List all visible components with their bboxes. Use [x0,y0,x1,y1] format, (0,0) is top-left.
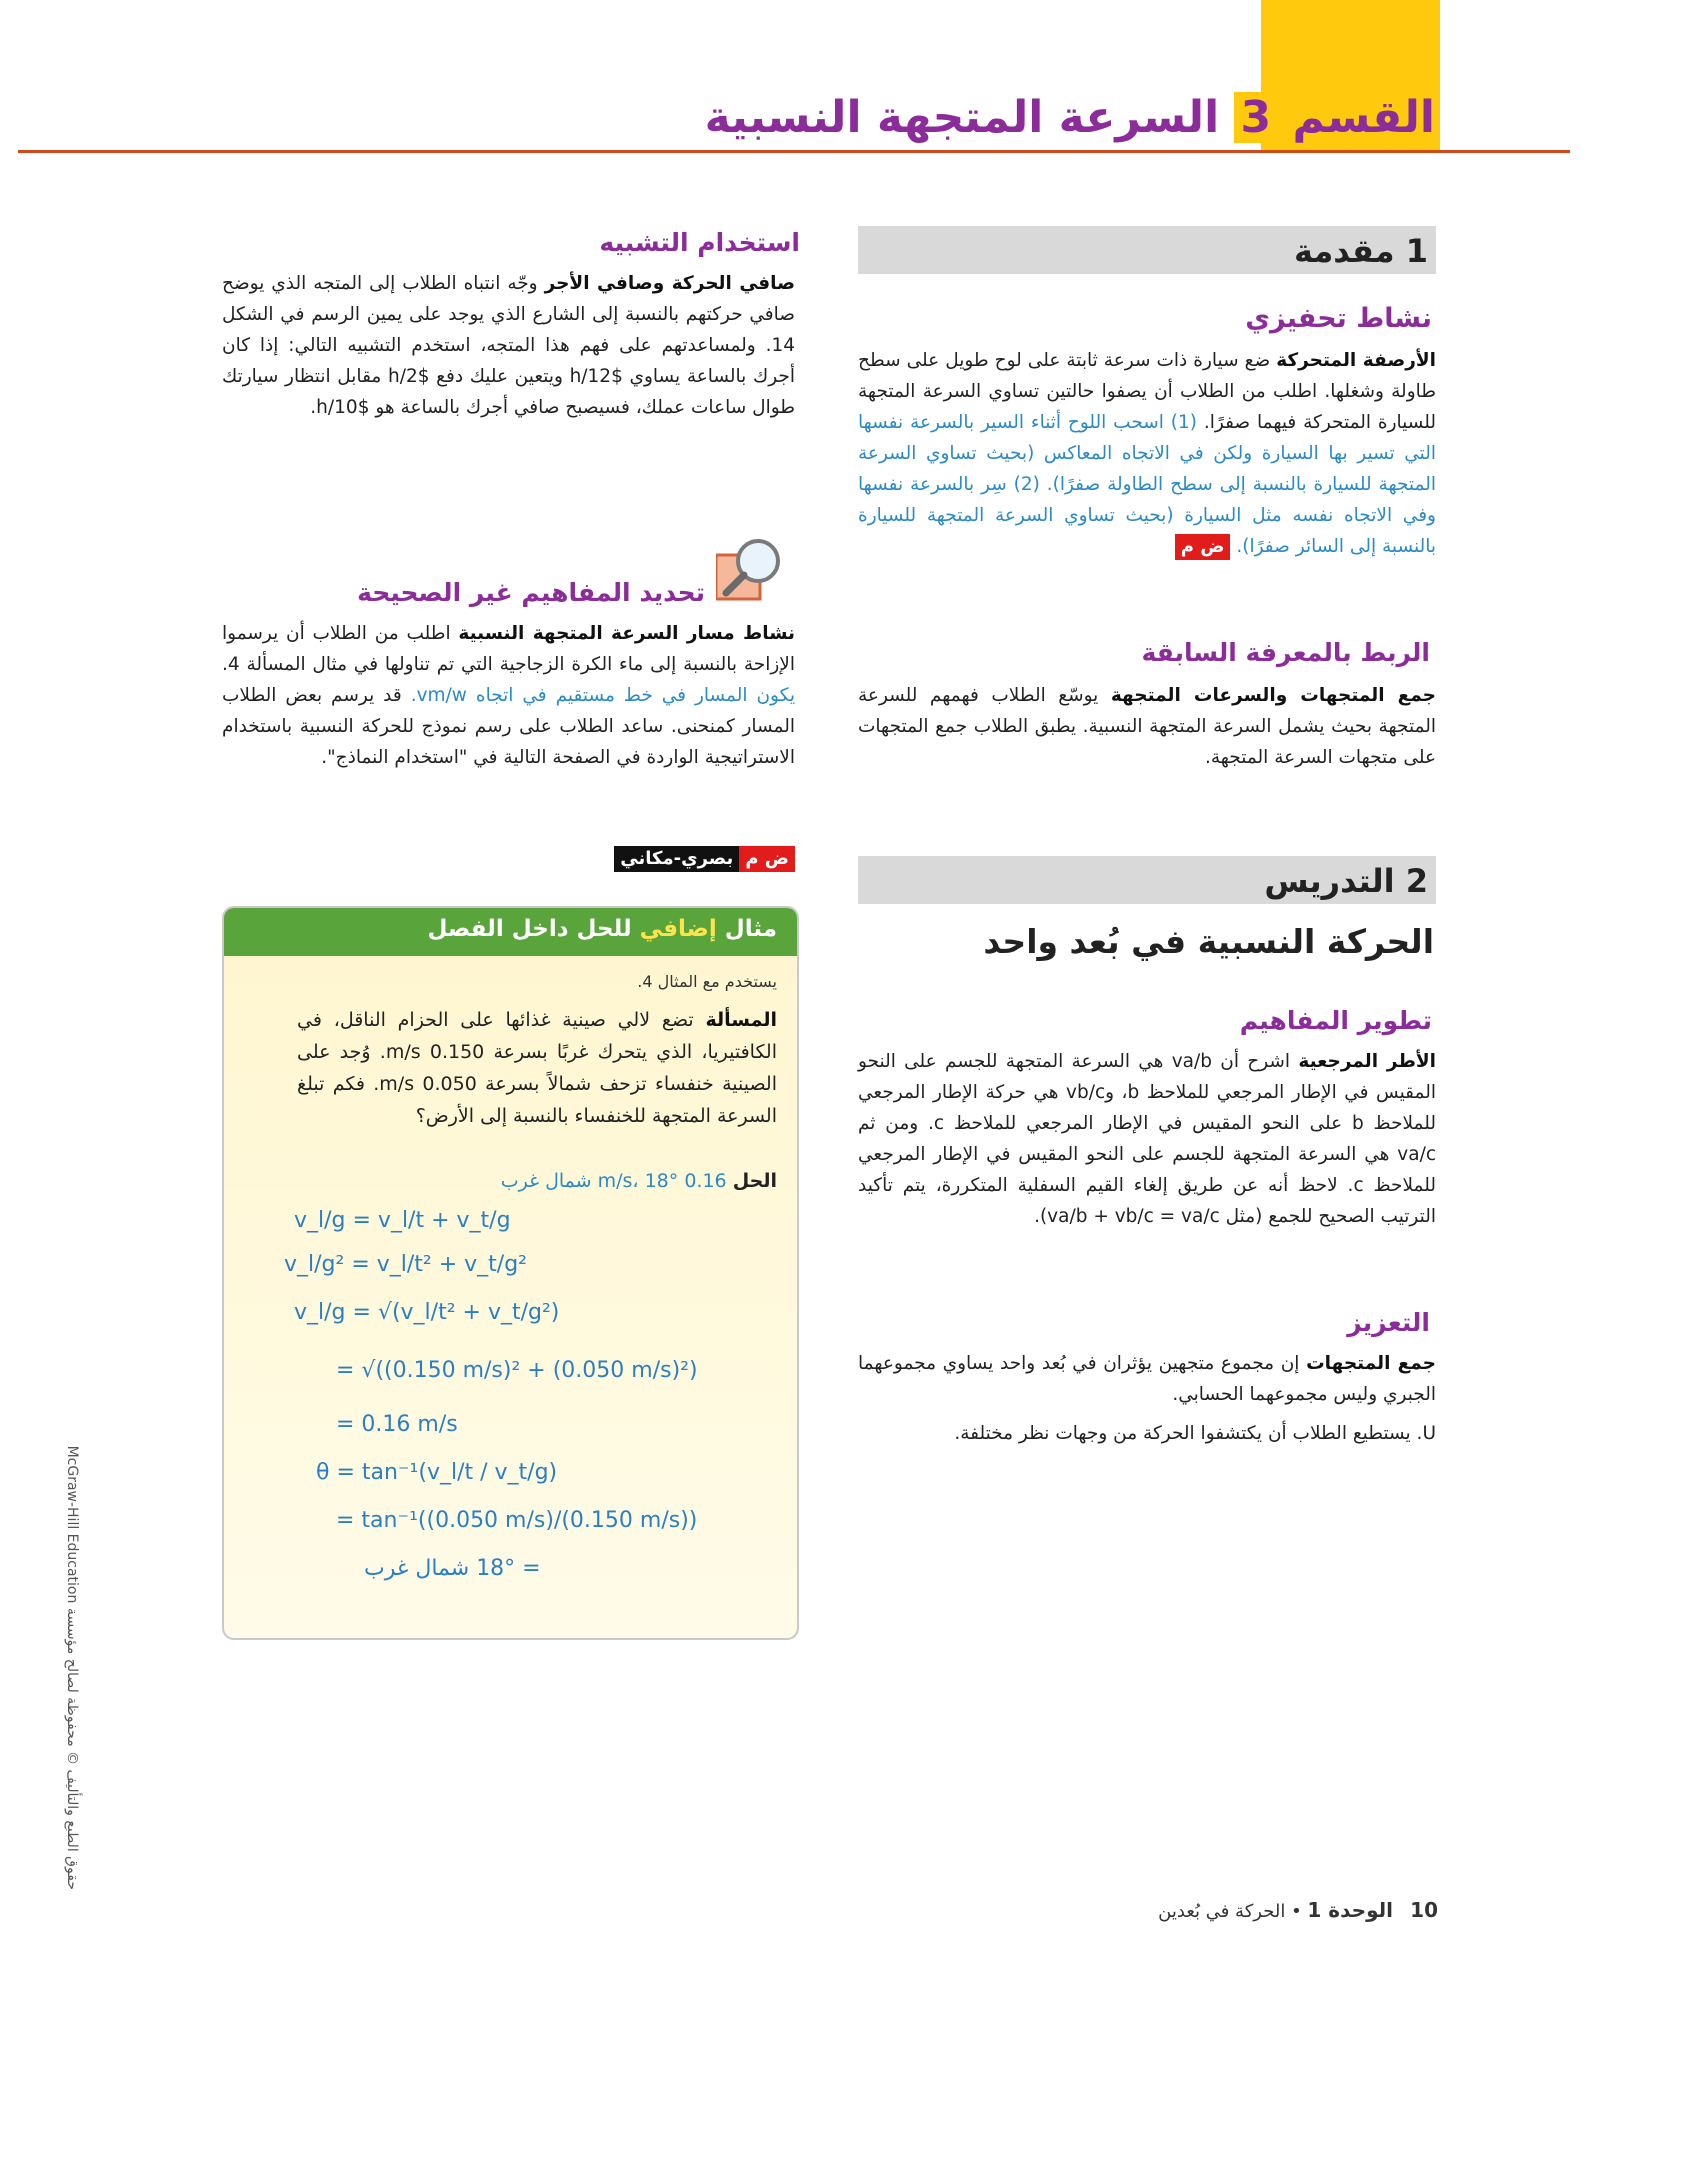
badges-row [614,846,795,872]
motivation-paragraph: الأرصفة المتحركة ضع سيارة ذات سرعة ثابتة على لوح طويل على سطح طاولة وشغلها. اطلب من الطلاب أن يصفوا حالتين تساوي السرعة المتجهة للسيارة المتحركة فيهما صفرًا. (1) اسحب اللوح أثناء السير بالسرعة نفسها التي تسير بها السيارة ولكن في الاتجاه المعاكس (بحيث تساوي السرعة المتجهة للسيارة بالنسبة إلى سطح الطاولة صفرًا). (2) سِر بالسرعة نفسها وفي الاتجاه نفسه مثل السيارة (بحيث تساوي السرعة المتجهة للسيارة بالنسبة إلى السائر صفرًا). ض م [858,345,1436,562]
badge-sm: ض م [1175,534,1231,560]
equation-6: θ = tan⁻¹(v_l/t / v_t/g) [316,1460,558,1485]
section-number: 3 [1234,92,1277,143]
equation-3: v_l/g = √(v_l/t² + v_t/g²) [294,1300,560,1325]
relative-motion-heading: الحركة النسبية في بُعد واحد [983,922,1434,961]
magnifier-icon [716,535,786,605]
section-intro-heading: 1 مقدمة [1294,232,1428,270]
reinforce-paragraph: جمع المتجهات إن مجموع متجهين يؤثران في بُعد واحد يساوي مجموعهما الجبري وليس مجموعهما الحسابي. [858,1353,1436,1405]
example-solution: الحل 0.16 m/s، 18° شمال غرب [500,1170,777,1192]
example-title: مثال إضافي للحل داخل الفصل [427,916,777,942]
section-word: القسم [1292,92,1435,143]
concepts-paragraph: الأطر المرجعية اشرح أن va/b هي السرعة المتجهة للجسم على النحو المقيس في الإطار المرجعي للملاحظ b، وvb/c هي حركة الإطار المرجعي للملاحظ b على النحو المقيس في الإطار المرجعي للملاحظ c. ومن ثم va/c هي السرعة المتجهة للجسم على النحو المقيس في الإطار المرجعي للملاحظ c. لاحظ أنه عن طريق إلغاء القيم السفلية المتكررة، يتم تأكيد الترتيب الصحيح للجمع (مثل va/b + vb/c = va/c). [858,1051,1437,1227]
page-number: 10 [1410,1898,1438,1922]
prior-knowledge-heading: الربط بالمعرفة السابقة [1141,638,1430,667]
motivation-heading: نشاط تحفيزي [1245,303,1432,334]
footer-unit: الوحدة 1 [1307,1898,1393,1922]
example-box [222,906,799,1640]
page-footer: 10 الوحدة 1 • الحركة في بُعدين [1158,1898,1438,1922]
badge-visual: بصري-مكاني [614,846,739,872]
concepts-heading: تطوير المفاهيم [1239,1006,1432,1035]
reinforce-heading: التعزيز [1347,1308,1430,1337]
analogy-paragraph: صافي الحركة وصافي الأجر وجّه انتباه الطلاب إلى المتجه الذي يوضح صافي حركتهم بالنسبة إلى الشارع الذي يوجد على يمين الرسم في الشكل 14. ولمساعدتهم على فهم هذا المتجه، استخدم التشبيه التالي: إذا كان أجرك بالساعة يساوي $12/h ويتعين عليك دفع $2/h مقابل انتظار سيارتك طوال ساعات عملك، فسيصبح صافي أجرك بالساعة هو $10/h. [222,273,795,418]
header-rule [18,150,1570,153]
footer-chapter: الحركة في بُعدين [1158,1901,1286,1922]
copyright-credit: حقوق الطبع والتأليف © محفوظة لصالح مؤسسة McGraw-Hill Education [64,1445,80,1890]
equation-4: = √((0.150 m/s)² + (0.050 m/s)²) [336,1358,698,1383]
section-teach-heading: 2 التدريس [1264,862,1428,900]
equation-7: = tan⁻¹((0.050 m/s)/(0.150 m/s)) [336,1508,698,1533]
misconception-paragraph: نشاط مسار السرعة المتجهة النسبية اطلب من الطلاب أن يرسموا الإزاحة بالنسبة إلى ماء الكرة الزجاجية التي تم تناولها في مثال المسألة 4. يكون المسار في خط مستقيم في اتجاه vm/w. قد يرسم بعض الطلاب المسار كمنحنى. ساعد الطلاب على رسم نموذج للحركة النسبية باستخدام الاستراتيجية الواردة في الصفحة التالية في "استخدام النماذج". [222,623,795,768]
analogy-heading: استخدام التشبيه [599,228,800,257]
badge-sm-left: ض م [739,846,795,872]
equation-8: = 18° شمال غرب [364,1556,541,1581]
u-paragraph: U. يستطيع الطلاب أن يكتشفوا الحركة من وجهات نظر مختلفة. [954,1423,1436,1444]
misconception-heading: تحديد المفاهيم غير الصحيحة [357,578,705,607]
example-use-with: يستخدم مع المثال 4. [637,972,777,991]
equation-1: v_l/g = v_l/t + v_t/g [294,1208,511,1233]
example-problem: المسألة تضع لالي صينية غذائها على الحزام الناقل، في الكافتيريا، الذي يتحرك غربًا بسرعة 0.150 m/s. وُجد على الصينية خنفساء تزحف شمالاً بسرعة 0.050 m/s. فكم تبلغ السرعة المتجهة للخنفساء بالنسبة إلى الأرض؟ [297,1009,778,1127]
section-title-text: السرعة المتجهة النسبية [704,92,1220,143]
prior-knowledge-paragraph: جمع المتجهات والسرعات المتجهة يوسّع الطلاب فهمهم للسرعة المتجهة بحيث يشمل السرعة المتجهة النسبية. يطبق الطلاب جمع المتجهات على متجهات السرعة المتجهة. [858,685,1437,768]
equation-5: = 0.16 m/s [336,1412,458,1437]
section-title [705,92,1435,143]
equation-2: v_l/g² = v_l/t² + v_t/g² [284,1252,527,1277]
